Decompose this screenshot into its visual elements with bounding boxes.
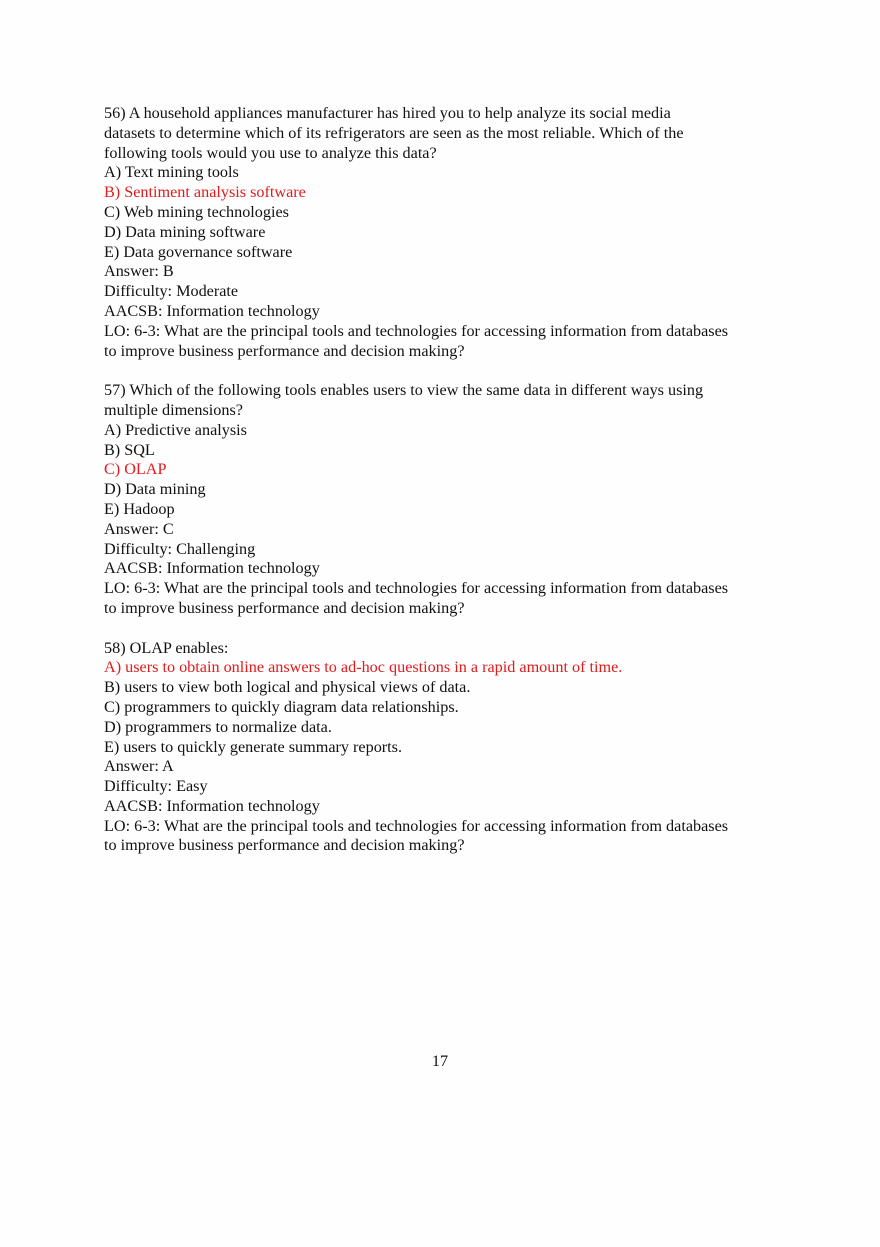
answer-option: B) SQL <box>104 440 155 459</box>
question-stem-line: datasets to determine which of its refrigerators are seen as the most reliable. Which of the <box>104 123 684 142</box>
answer-option: E) users to quickly generate summary reports. <box>104 737 403 756</box>
answer-key: Answer: B <box>104 262 174 281</box>
answer-key: Answer: C <box>104 519 174 538</box>
answer-option-correct: C) OLAP <box>104 460 167 479</box>
answer-option: D) Data mining <box>104 480 206 499</box>
answer-option-correct: B) Sentiment analysis software <box>104 183 306 202</box>
document-page <box>104 104 794 876</box>
answer-option: D) programmers to normalize data. <box>104 717 332 736</box>
question-stem-line: 56) A household appliances manufacturer has hired you to help analyze its social media <box>104 104 671 122</box>
question-57 <box>104 381 794 619</box>
learning-objective-line: to improve business performance and decision making? <box>104 341 465 360</box>
aacsb-tag: AACSB: Information technology <box>104 796 320 815</box>
difficulty: Difficulty: Moderate <box>104 282 239 301</box>
answer-key: Answer: A <box>104 757 174 776</box>
answer-option: A) Text mining tools <box>104 163 239 182</box>
page-number: 17 <box>431 1052 449 1070</box>
question-58 <box>104 639 794 857</box>
answer-option-correct: A) users to obtain online answers to ad-hoc questions in a rapid amount of time. <box>104 658 623 677</box>
learning-objective-line: LO: 6-3: What are the principal tools and technologies for accessing information from databases <box>104 321 729 340</box>
difficulty: Difficulty: Challenging <box>104 539 256 558</box>
question-stem-line: 57) Which of the following tools enables users to view the same data in different ways using <box>104 381 704 400</box>
answer-option: C) programmers to quickly diagram data relationships. <box>104 697 459 716</box>
learning-objective-line: to improve business performance and decision making? <box>104 836 465 855</box>
aacsb-tag: AACSB: Information technology <box>104 301 320 320</box>
question-stem-line: following tools would you use to analyze this data? <box>104 143 437 162</box>
difficulty: Difficulty: Easy <box>104 777 208 796</box>
question-56 <box>104 104 794 361</box>
answer-option: E) Hadoop <box>104 499 175 518</box>
question-stem-line: 58) OLAP enables: <box>104 638 229 657</box>
answer-option: D) Data mining software <box>104 222 266 241</box>
learning-objective-line: LO: 6-3: What are the principal tools and technologies for accessing information from databases <box>104 816 729 835</box>
question-stem-line: multiple dimensions? <box>104 400 243 419</box>
answer-option: A) Predictive analysis <box>104 420 247 439</box>
learning-objective-line: LO: 6-3: What are the principal tools and technologies for accessing information from databases <box>104 579 729 598</box>
answer-option: E) Data governance software <box>104 242 293 261</box>
answer-option: C) Web mining technologies <box>104 202 289 221</box>
aacsb-tag: AACSB: Information technology <box>104 559 320 578</box>
answer-option: B) users to view both logical and physical views of data. <box>104 678 471 697</box>
learning-objective-line: to improve business performance and decision making? <box>104 598 465 617</box>
